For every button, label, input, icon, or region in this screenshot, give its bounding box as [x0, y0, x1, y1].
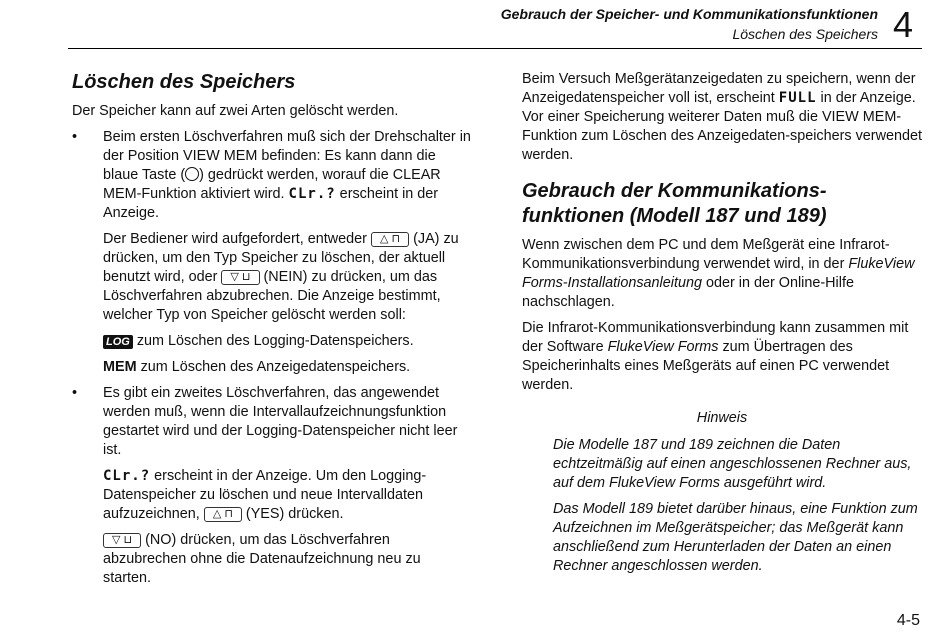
text-span: in der Anzeige. Vor einer Speicherung weiterer Daten muß die VIEW MEM-Funktion zum Löschen des Anzeigedaten-speichers verwendet werden. [522, 90, 922, 163]
text-span: ) gedrückt werden, worauf die CLEAR MEM-Funktion aktiviert wird. [103, 167, 441, 202]
text-span: erscheint in der Anzeige. [103, 186, 439, 221]
text-span: Es gibt ein zweites Löschverfahren, das angewendet werden muß, wenn die Intervallaufzeichnungsfunktion gestartet wird und der Logging-Datenspeicher nicht leer ist. [103, 385, 458, 458]
intro-paragraph: Der Speicher kann auf zwei Arten gelöscht werden. [72, 103, 399, 119]
page-number: 4-5 [896, 612, 920, 629]
communication-heading: Gebrauch der Kommunikations-funktionen (Modell 187 und 189) [522, 180, 827, 227]
text-span: oder in der Online-Hilfe nachschlagen. [522, 275, 854, 310]
memory-full-paragraph [522, 70, 922, 165]
header-rule [68, 48, 922, 49]
no-key-icon: ▽ ⊔ [103, 533, 141, 548]
mem-option [72, 358, 472, 377]
lcd-clr-display: CLr.? [103, 468, 151, 484]
text-span: Die Infrarot-Kommunikationsverbindung kann zusammen mit der Software [522, 320, 909, 355]
lcd-clr-display: CLr.? [288, 186, 336, 202]
text-span: zum Übertragen des Speicherinhalts eines Meßgeräts auf einen PC verwendet werden. [522, 339, 890, 393]
cancel-paragraph [72, 531, 472, 588]
text-span: (NO) drücken, um das Löschverfahren abzubrechen ohne die Datenaufzeichnung neu zu starten. [103, 532, 421, 586]
text-span: Beim ersten Löschverfahren muß sich der Drehschalter in der Position VIEW MEM befinden: Es kann dann die blaue Taste ( [103, 129, 471, 183]
text-span: zum Löschen des Logging-Datenspeichers. [132, 333, 414, 349]
left-column [72, 70, 472, 595]
bullet-icon: • [72, 385, 78, 401]
text-span: (NEIN) zu drücken, um das Löschverfahren abzubrechen. Die Anzeige bestimmt, welcher Typ von Speicher gelöscht werden soll: [103, 269, 441, 323]
note-paragraph-1: Die Modelle 187 und 189 zeichnen die Daten echtzeitmäßig auf einen angeschlossenen Rechner aus, auf dem FlukeView Forms ausgeführt wird. [553, 437, 912, 491]
mem-label: MEM [103, 359, 137, 375]
yes-key-icon: △ ⊓ [371, 232, 409, 247]
text-span: Der Bediener wird aufgefordert, entweder [103, 231, 371, 247]
text-span: (YES) drücken. [241, 506, 344, 522]
section-heading: Löschen des Speichers [72, 71, 296, 93]
running-header-subtitle: Löschen des Speichers [732, 26, 878, 42]
manual-reference: FlukeView Forms-Installationsanleitung [522, 256, 915, 291]
text-span: erscheint in der Anzeige. Um den Logging-Datenspeicher zu löschen und neue Intervalldaten aufzuzeichnen, [103, 468, 427, 522]
note-title: Hinweis [696, 410, 748, 426]
text-span: zum Löschen des Anzeigedatenspeichers. [136, 359, 411, 375]
log-badge-icon: LOG [103, 335, 133, 349]
bullet-item-2 [72, 384, 472, 460]
log-option [72, 332, 472, 351]
bullet-icon: • [72, 129, 78, 145]
text-span: Wenn zwischen dem PC und dem Meßgerät eine Infrarot-Kommunikationsverbindung verwendet wird, in der [522, 237, 890, 272]
bullet-item-1 [72, 128, 472, 223]
right-column [522, 70, 922, 583]
prompt-paragraph [72, 230, 472, 325]
blue-button-icon [185, 167, 199, 181]
running-header-title: Gebrauch der Speicher- und Kommunikationsfunktionen [500, 6, 878, 22]
second-clear-paragraph [72, 467, 472, 524]
yes-key-icon: △ ⊓ [204, 507, 242, 522]
chapter-number: 4 [893, 4, 914, 45]
transfer-paragraph [522, 319, 922, 395]
text-span: (JA) zu drücken, um den Typ Speicher zu löschen, der aktuell benutzt wird, oder [103, 231, 459, 285]
note-paragraph-2: Das Modell 189 bietet darüber hinaus, eine Funktion zum Aufzeichnen im Meßgerätspeicher; das Meßgerät kann anschließend zum Herunterladen der Daten an einen Rechner angeschlossen werden. [553, 501, 918, 574]
lcd-full-display: FULL [778, 90, 817, 106]
text-span: Beim Versuch Meßgerätanzeigedaten zu speichern, wenn der Anzeigedatenspeicher voll ist, erscheint [522, 71, 916, 106]
software-name: FlukeView Forms [607, 339, 719, 355]
infrared-paragraph [522, 236, 922, 312]
no-key-icon: ▽ ⊔ [221, 270, 259, 285]
